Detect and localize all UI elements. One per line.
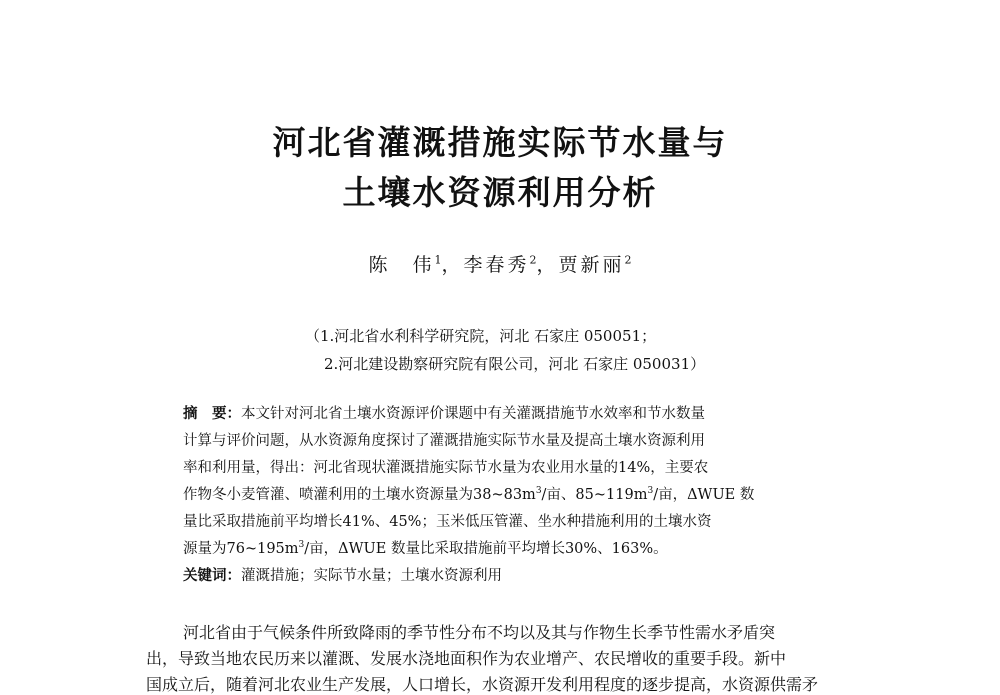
author-1-affiliation-mark: 1 bbox=[434, 253, 442, 267]
paper-title-line-2: 土壤水资源利用分析 bbox=[342, 173, 658, 212]
author-1-name: 陈 伟 bbox=[368, 254, 435, 276]
keywords-label: 关键词： bbox=[183, 568, 241, 584]
author-separator: ， bbox=[441, 254, 464, 276]
abstract-text-6a: 源量为76~195m bbox=[183, 541, 299, 557]
abstract-line-6 bbox=[183, 537, 668, 558]
abstract-line-2: 计算与评价问题，从水资源角度探讨了灌溉措施实际节水量及提高土壤水资源利用 bbox=[183, 433, 705, 449]
cubic-superscript: 3 bbox=[647, 486, 654, 497]
abstract-text-4b: /亩、85~119m bbox=[541, 487, 648, 503]
author-separator: ， bbox=[536, 254, 559, 276]
body-paragraph-line-2: 出，导致当地农民历来以灌溉、发展水浇地面积作为农业增产、农民增收的重要手段。新中 bbox=[146, 649, 787, 668]
cubic-superscript: 3 bbox=[535, 486, 542, 497]
keywords-text: 灌溉措施；实际节水量；土壤水资源利用 bbox=[241, 568, 502, 584]
abstract-line-1 bbox=[183, 402, 705, 423]
affiliation-1: （1.河北省水利科学研究院，河北 石家庄 050051； bbox=[305, 327, 657, 345]
author-list bbox=[0, 250, 1000, 277]
abstract-label: 摘 要： bbox=[183, 406, 241, 422]
author-2-name: 李春秀 bbox=[463, 254, 530, 276]
abstract-line-5: 量比采取措施前平均增长41%、45%；玉米低压管灌、坐水种措施利用的土壤水资 bbox=[183, 514, 712, 530]
abstract-text-1: 本文针对河北省土壤水资源评价课题中有关灌溉措施节水效率和节水数量 bbox=[241, 406, 705, 422]
cubic-superscript: 3 bbox=[298, 540, 305, 551]
author-3-name: 贾新丽 bbox=[558, 254, 625, 276]
abstract-text-4c: /亩，ΔWUE 数 bbox=[653, 487, 755, 503]
keywords-line bbox=[183, 564, 502, 585]
author-2-affiliation-mark: 2 bbox=[529, 253, 537, 267]
paper-title-line-1: 河北省灌溉措施实际节水量与 bbox=[272, 123, 728, 162]
author-3-affiliation-mark: 2 bbox=[624, 253, 632, 267]
affiliation-2: 2.河北建设勘察研究院有限公司，河北 石家庄 050031） bbox=[324, 355, 706, 373]
abstract-text-6b: /亩，ΔWUE 数量比采取措施前平均增长30%、163%。 bbox=[304, 541, 668, 557]
body-paragraph-line-3: 国成立后，随着河北农业生产发展，人口增长，水资源开发利用程度的逐步提高，水资源供需矛 bbox=[146, 675, 819, 694]
abstract-line-4 bbox=[183, 483, 754, 504]
body-paragraph-line-1: 河北省由于气候条件所致降雨的季节性分布不均以及其与作物生长季节性需水矛盾突 bbox=[183, 623, 776, 642]
abstract-text-4a: 作物冬小麦管灌、喷灌利用的土壤水资源量为38~83m bbox=[183, 487, 536, 503]
abstract-line-3: 率和利用量，得出：河北省现状灌溉措施实际节水量为农业用水量的14%，主要农 bbox=[183, 460, 709, 476]
